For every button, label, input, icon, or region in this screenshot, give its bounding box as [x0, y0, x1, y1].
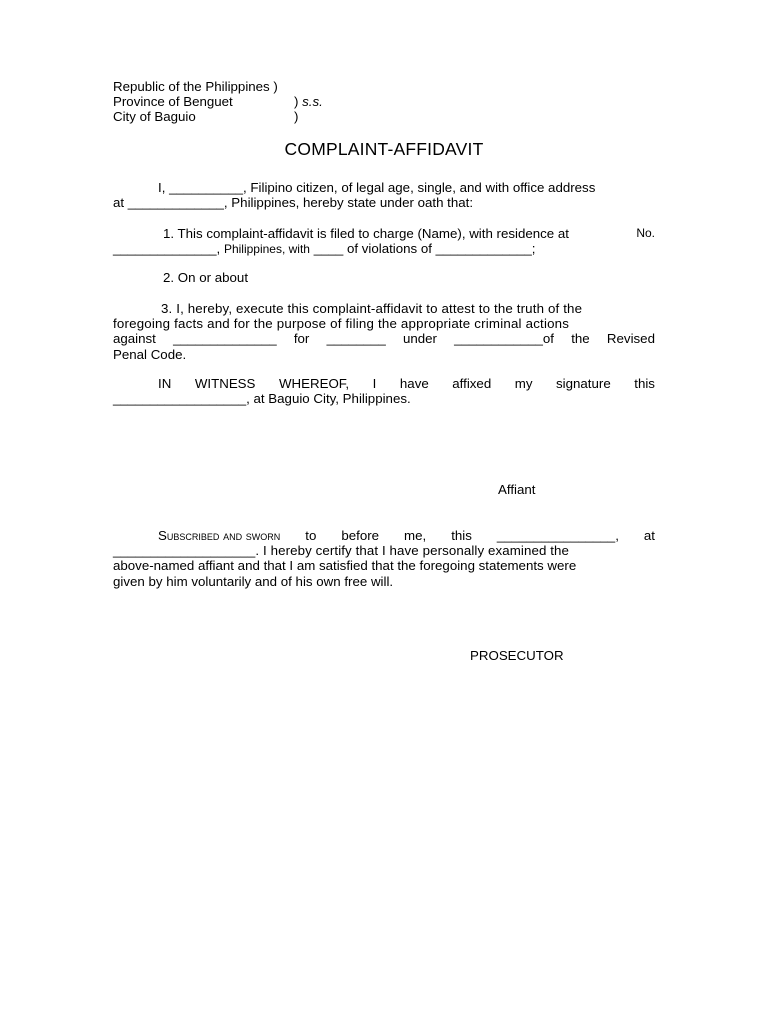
intro-line-2: at _____________, Philippines, hereby state under oath that:	[113, 195, 474, 211]
jurat-line-2: ___________________. I hereby certify that I have personally examined the	[113, 543, 570, 559]
caption-line-province: Province of Benguet	[113, 94, 233, 109]
jurat-line-1: Subscribed and sworn to before me, this ________________, at	[158, 528, 655, 543]
item-1-no: No.	[636, 226, 655, 240]
caption-line-city: City of Baguio	[113, 109, 196, 124]
jurat-line-4: given by him voluntarily and of his own free will.	[113, 573, 394, 589]
item-1-line-1: 1. This complaint-affidavit is filed to charge (Name), with residence at	[163, 226, 569, 241]
item-1-violations: ____ of violations of _____________;	[313, 241, 536, 257]
item-3-line-4: Penal Code.	[113, 346, 187, 362]
jurat-paragraph	[113, 528, 655, 589]
witness-paragraph	[113, 376, 655, 406]
witness-line-1: IN WITNESS WHEREOF, I have affixed my signature this	[158, 376, 655, 391]
jurat-line-3: above-named affiant and that I am satisfied that the foregoing statements were	[113, 558, 577, 574]
caption-line-republic: Republic of the Philippines )	[113, 79, 278, 94]
intro-paragraph	[113, 180, 655, 210]
item-1-philippines: Philippines, with	[223, 242, 310, 257]
item-1-blank-residence: ______________,	[113, 241, 221, 257]
caption-bracket-city: )	[294, 109, 299, 124]
item-3-line-3: against ______________ for ________ under ____________of the Revised	[113, 331, 655, 347]
item-3-paragraph	[113, 301, 655, 362]
item-2-paragraph	[113, 270, 655, 285]
ss-label: s.s.	[302, 94, 323, 109]
item-2-line: 2. On or about	[163, 270, 249, 285]
witness-line-2: __________________, at Baguio City, Philippines.	[113, 391, 411, 407]
item-3-line-2: foregoing facts and for the purpose of filing the appropriate criminal actions	[113, 316, 570, 332]
item-1-paragraph	[113, 226, 655, 257]
intro-line-1: I, __________, Filipino citizen, of legal age, single, and with office address	[158, 180, 596, 195]
caption-bracket-ss: ) s.s.	[294, 94, 323, 109]
item-3-line-1: 3. I, hereby, execute this complaint-affidavit to attest to the truth of the	[161, 301, 583, 316]
affiant-label: Affiant	[498, 482, 536, 497]
document-title: COMPLAINT-AFFIDAVIT	[284, 139, 484, 159]
prosecutor-label: PROSECUTOR	[470, 648, 564, 663]
